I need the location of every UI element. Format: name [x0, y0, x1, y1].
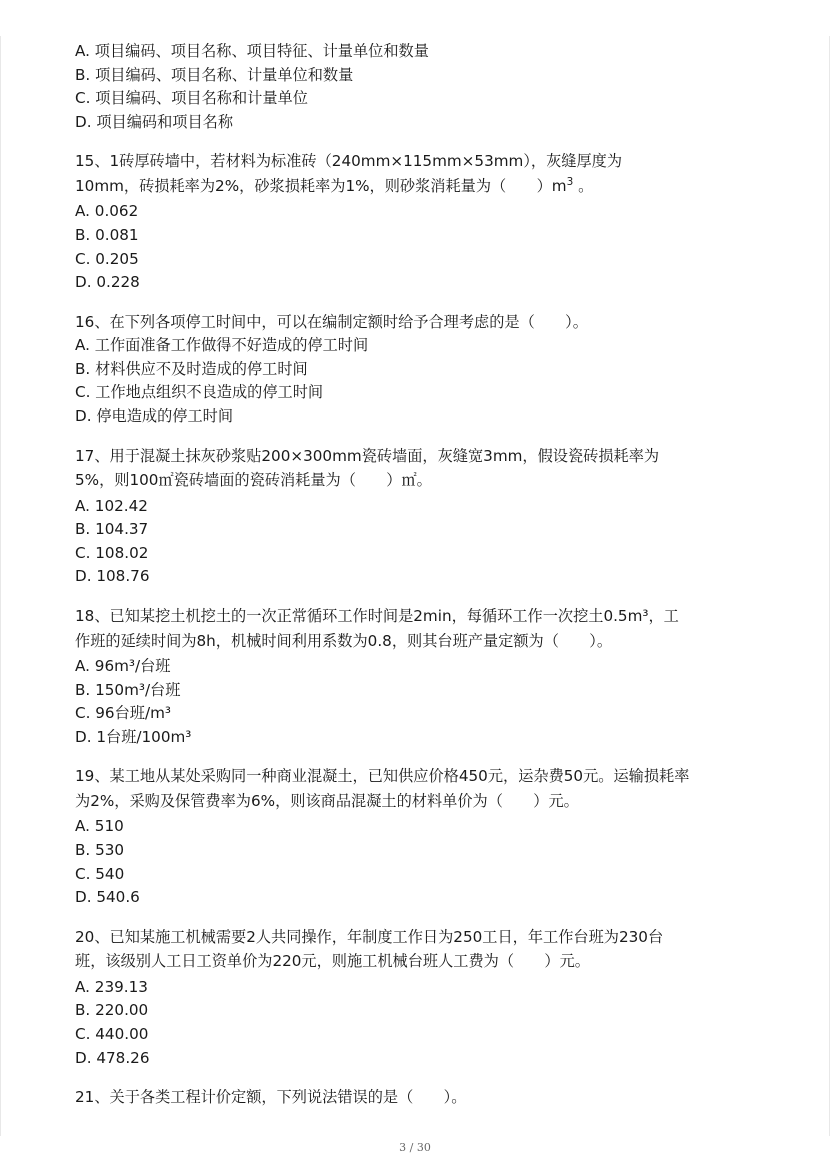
- option-d: D. 108.76: [75, 567, 150, 586]
- option-b: B. 220.00: [75, 1001, 149, 1020]
- question-17-stem-line-1: 17、用于混凝土抹灰砂浆贴200×300mm瓷砖墙面，灰缝宽3mm，假设瓷砖损耗率为: [75, 446, 660, 465]
- question-15-stem-text: 10mm，砖损耗率为2%，砂浆损耗率为1%，则砂浆消耗量为（ ）m: [75, 176, 567, 195]
- question-20-stem-line-2: 班，该级别人工日工资单价为220元，则施工机械台班人工费为（ ）元。: [75, 952, 590, 971]
- question-14-options: [75, 40, 765, 134]
- option-c: C. 工作地点组织不良造成的停工时间: [75, 383, 324, 402]
- question-21-stem-line-1: 21、关于各类工程计价定额，下列说法错误的是（ ）。: [75, 1088, 467, 1107]
- option-d: D. 项目编码和项目名称: [75, 112, 234, 131]
- option-d: D. 478.26: [75, 1048, 150, 1067]
- question-18: [75, 604, 765, 749]
- option-c: C. 项目编码、项目名称和计量单位: [75, 89, 308, 108]
- question-20: [75, 925, 765, 1070]
- option-a: A. 510: [75, 817, 124, 836]
- option-c: C. 440.00: [75, 1024, 149, 1043]
- page-indicator: 3 / 30: [399, 1141, 431, 1154]
- question-15: [75, 149, 765, 294]
- option-b: B. 104.37: [75, 520, 149, 539]
- option-a: A. 工作面准备工作做得不好造成的停工时间: [75, 336, 369, 355]
- question-19: [75, 764, 765, 909]
- question-21: [75, 1085, 765, 1110]
- question-20-stem-line-1: 20、已知某施工机械需要2人共同操作，年制度工作日为250工日，年工作台班为230台: [75, 927, 664, 946]
- option-a: A. 96m³/台班: [75, 657, 171, 675]
- question-19-stem-line-2: 为2%，采购及保管费率为6%，则该商品混凝土的材料单价为（ ）元。: [75, 791, 579, 810]
- option-c: C. 96台班/m³: [75, 704, 171, 723]
- question-15-stem-line-2: [75, 174, 765, 199]
- option-b: B. 项目编码、项目名称、计量单位和数量: [75, 65, 354, 84]
- option-b: B. 150m³/台班: [75, 680, 181, 699]
- superscript-exponent: 3: [566, 175, 574, 188]
- question-18-stem-line-2: 作班的延续时间为8h，机械时间利用系数为0.8，则其台班产量定额为（ ）。: [75, 631, 613, 650]
- option-a: A. 239.13: [75, 977, 148, 996]
- option-d: D. 0.228: [75, 273, 140, 292]
- option-c: C. 108.02: [75, 543, 149, 562]
- question-19-stem-line-1: 19、某工地从某处采购同一种商业混凝土，已知供应价格450元，运杂费50元。运输损耗率: [75, 767, 690, 786]
- option-d: D. 停电造成的停工时间: [75, 407, 234, 426]
- option-c: C. 540: [75, 864, 125, 883]
- question-17: [75, 444, 765, 589]
- page-left-edge: [0, 36, 1, 1136]
- option-d: D. 540.6: [75, 888, 140, 907]
- question-16-stem-line-1: 16、在下列各项停工时间中，可以在编制定额时给予合理考虑的是（ ）。: [75, 312, 588, 331]
- option-a: A. 0.062: [75, 202, 139, 221]
- question-16: [75, 310, 765, 429]
- question-15-stem-end: 。: [573, 176, 594, 195]
- option-a: A. 102.42: [75, 496, 148, 515]
- question-15-stem-line-1: 15、1砖厚砖墙中，若材料为标准砖（240mm×115mm×53mm），灰缝厚度为: [75, 152, 623, 171]
- option-b: B. 0.081: [75, 225, 139, 244]
- question-18-stem-line-1: 18、已知某挖土机挖土的一次正常循环工作时间是2min，每循环工作一次挖土0.5m³，工: [75, 607, 679, 625]
- option-a: A. 项目编码、项目名称、项目特征、计量单位和数量: [75, 42, 429, 60]
- option-c: C. 0.205: [75, 249, 139, 268]
- option-d: D. 1台班/100m³: [75, 727, 192, 746]
- question-17-stem-line-2: 5%，则100㎡瓷砖墙面的瓷砖消耗量为（ ）㎡。: [75, 471, 432, 490]
- document-body: [75, 40, 765, 1110]
- option-b: B. 材料供应不及时造成的停工时间: [75, 359, 308, 378]
- option-b: B. 530: [75, 840, 125, 859]
